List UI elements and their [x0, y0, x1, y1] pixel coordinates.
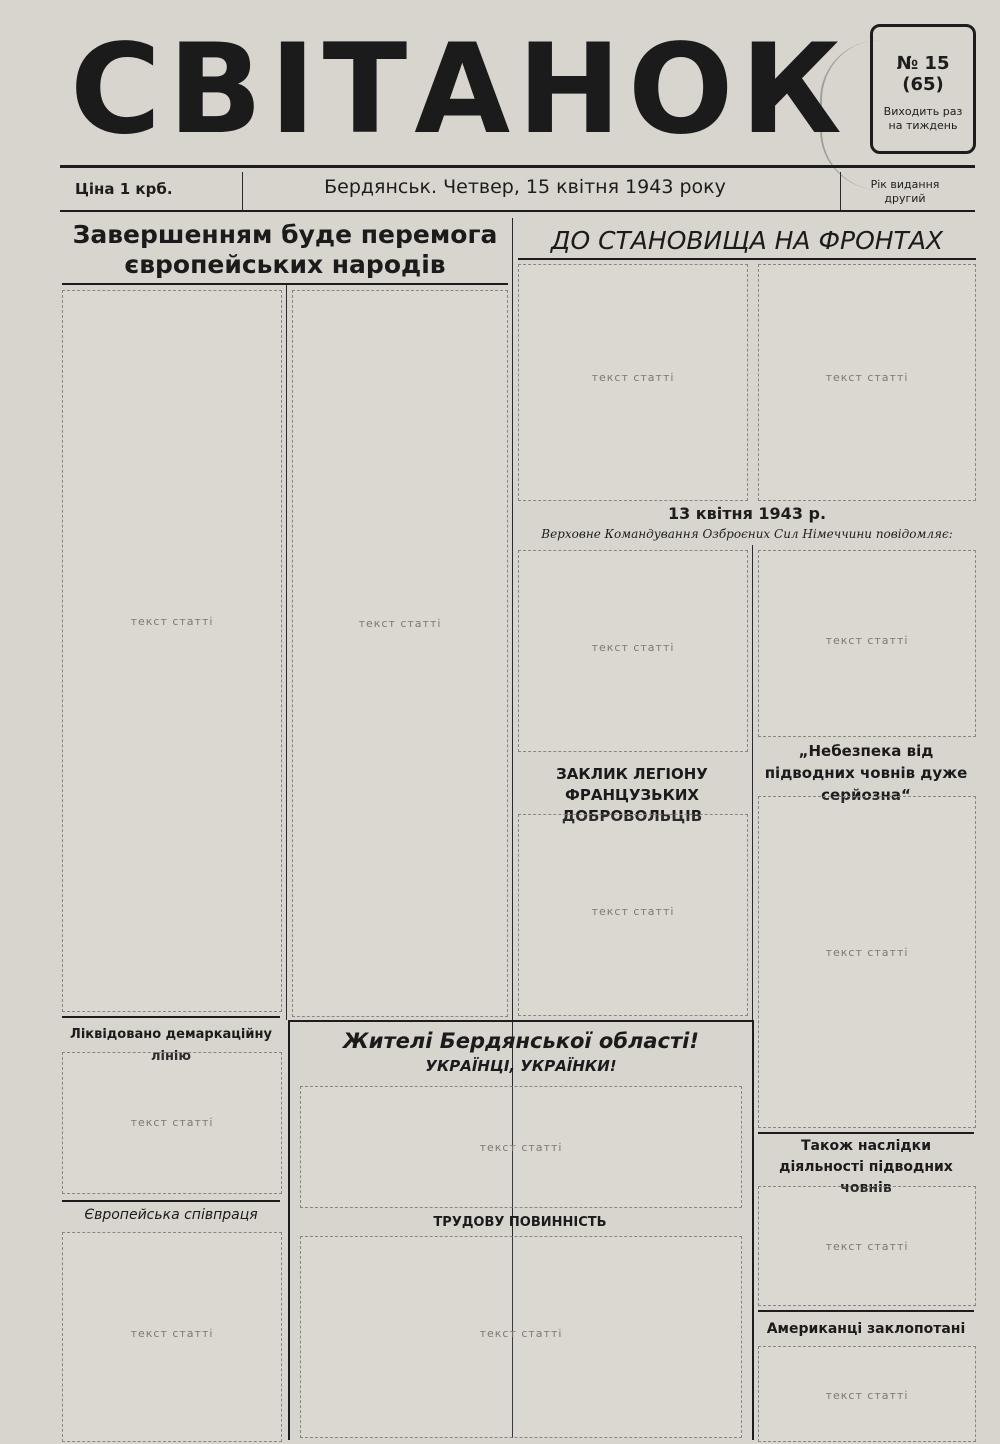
headline-legion: ЗАКЛИК ЛЕГІОНУ ФРАНЦУЗЬКИХ ДОБРОВОЛЬЦІВ — [556, 765, 708, 825]
placeholder-label: текст статті — [358, 617, 442, 631]
article-body-victory-2 — [292, 290, 508, 1017]
article-body-fronts-4 — [758, 550, 976, 737]
headline-victory: Завершенням буде перемога європейських народів — [72, 220, 498, 279]
appeal-body-1 — [300, 1086, 742, 1208]
issue-box — [870, 24, 976, 154]
report-kicker: Верховне Командування Озброєних Сил Німеччини повідомляє: — [541, 527, 953, 541]
article-fronts — [518, 224, 976, 260]
appeal-emphasis: ТРУДОВУ ПОВИННІСТЬ — [433, 1215, 607, 1230]
placeholder-label: текст статті — [591, 641, 675, 654]
dateline-divider — [242, 172, 243, 210]
dateline-rule — [60, 210, 975, 212]
section-rule — [758, 1132, 974, 1134]
date-line: Бердянськ. Четвер, 15 квітня 1943 року — [324, 176, 726, 198]
masthead-rule — [60, 165, 975, 168]
article-body-fronts-3 — [518, 550, 748, 752]
dateline-divider — [840, 172, 841, 210]
headline-cooperation: Європейська співпраця — [84, 1207, 258, 1223]
headline-appeal: Жителі Бердянської області! — [343, 1029, 699, 1053]
appeal-box — [288, 1020, 754, 1440]
masthead — [70, 18, 849, 162]
newspaper-title: СВІТАНОК — [70, 18, 849, 162]
headline-rule — [62, 283, 508, 285]
article-body-submarine-danger — [758, 796, 976, 1128]
publication-year: Рік видання другий — [870, 178, 940, 205]
section-rule — [758, 1310, 974, 1312]
placeholder-label: текст статті — [479, 1327, 563, 1340]
article-body-victory-1 — [62, 290, 282, 1012]
article-submarine-effects — [758, 1136, 974, 1196]
headline-americans: Американці заклопотані — [766, 1321, 966, 1337]
headline-submarine-effects: Також наслідки діяльності підводних човнів — [779, 1138, 953, 1196]
report-date: 13 квітня 1943 р. — [667, 504, 827, 523]
headline-demarcation: Ліквідовано демаркаційну лінію — [70, 1027, 272, 1064]
article-body-cooperation — [62, 1232, 282, 1442]
placeholder-label: текст статті — [130, 615, 214, 628]
headline-submarine-danger: „Небезпека від підводних човнів дуже серйозна“ — [764, 742, 968, 804]
placeholder-label: текст статті — [825, 1240, 909, 1254]
article-demarcation — [62, 1024, 280, 1064]
article-body-legion — [518, 814, 748, 1016]
placeholder-label: текст статті — [825, 370, 909, 384]
appeal-subhead: УКРАЇНЦІ, УКРАЇНКИ! — [425, 1057, 617, 1075]
price-label: Ціна 1 крб. — [75, 180, 173, 198]
placeholder-label: текст статті — [591, 370, 675, 384]
article-body-submarine-effects — [758, 1186, 976, 1306]
article-submarine-danger — [758, 740, 974, 804]
article-body-fronts-2 — [758, 264, 976, 501]
article-cooperation — [62, 1204, 280, 1230]
article-legion — [518, 764, 746, 825]
column-rule — [286, 285, 287, 1020]
headline-fronts: ДО СТАНОВИЩА НА ФРОНТАХ — [550, 226, 944, 255]
placeholder-label: текст статті — [130, 1326, 214, 1340]
placeholder-label: текст статті — [825, 634, 909, 648]
placeholder-label: текст статті — [591, 905, 675, 918]
placeholder-label: текст статті — [825, 945, 909, 959]
headline-rule — [518, 258, 976, 260]
article-body-fronts-1 — [518, 264, 748, 501]
section-rule — [62, 1200, 280, 1202]
placeholder-label: текст статті — [825, 1389, 909, 1403]
dateline-bar — [60, 172, 975, 210]
issue-number: № 15 (65) — [896, 53, 950, 95]
placeholder-label: текст статті — [130, 1116, 214, 1129]
article-body-demarcation — [62, 1052, 282, 1194]
placeholder-label: текст статті — [479, 1141, 563, 1154]
article-body-americans — [758, 1346, 976, 1442]
article-americans — [758, 1318, 974, 1344]
section-rule — [62, 1016, 280, 1018]
article-victory — [62, 220, 508, 280]
fronts-report-header — [518, 504, 976, 544]
appeal-body-2 — [300, 1236, 742, 1438]
issue-frequency: Виходить раз на тиждень — [883, 105, 963, 132]
